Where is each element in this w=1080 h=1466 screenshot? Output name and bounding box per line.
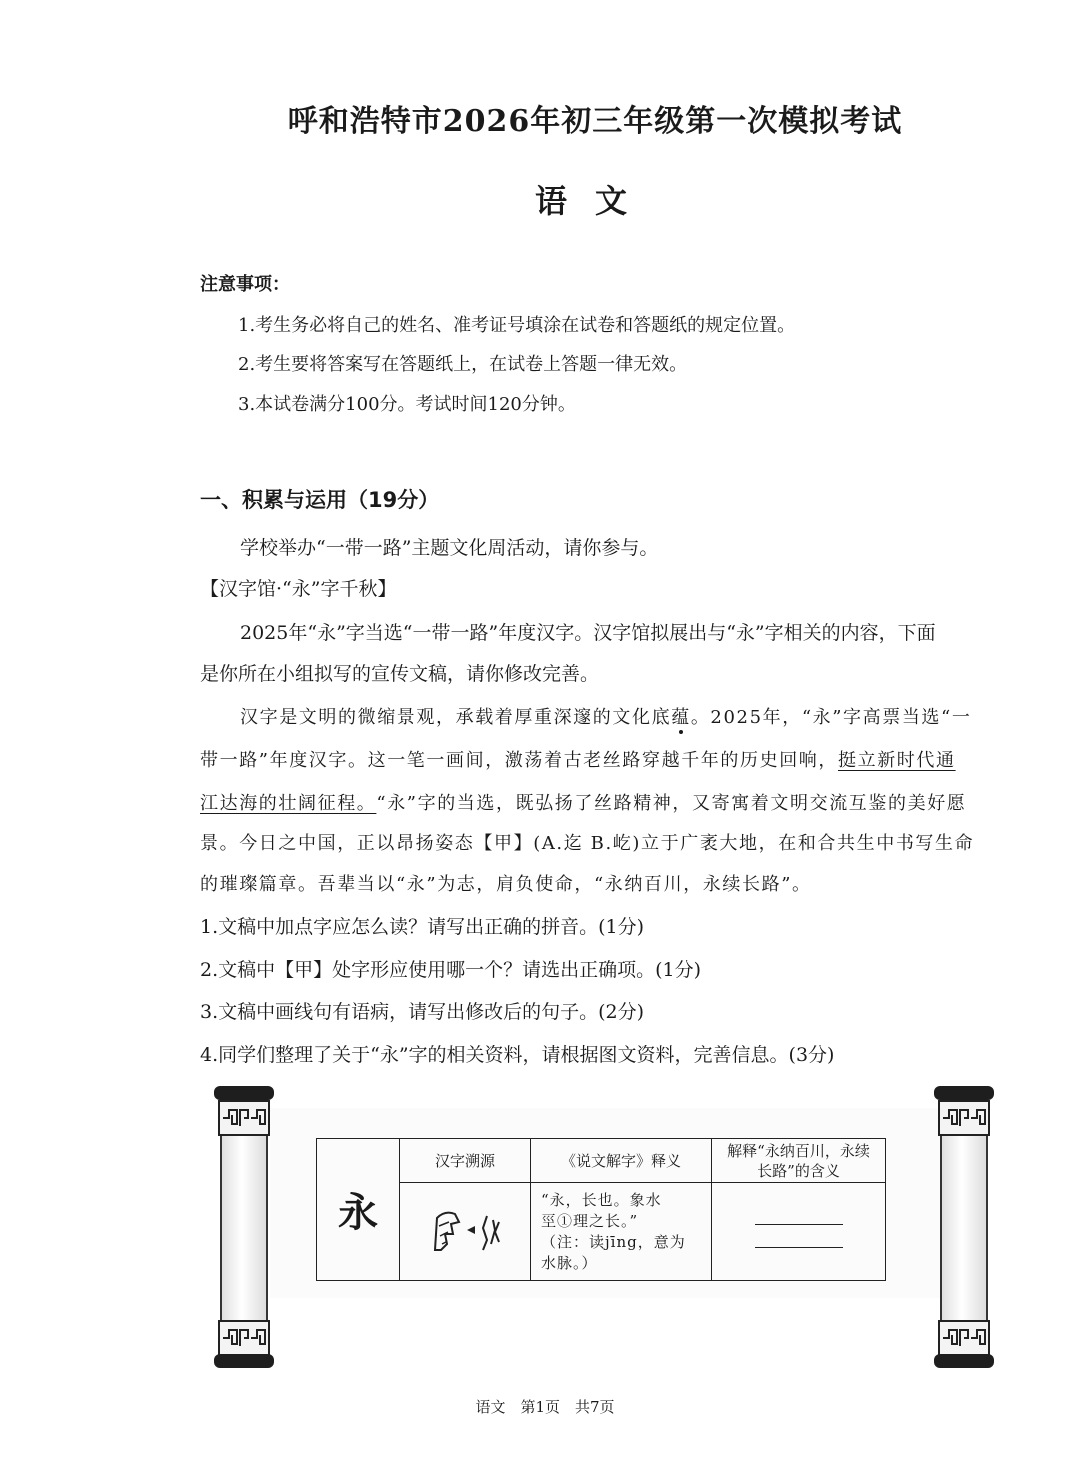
section-intro: 学校举办“一带一路”主题文化周活动，请你参与。	[240, 537, 659, 559]
notice-item: 3.本试卷满分100分。考试时间120分钟。	[238, 394, 576, 415]
question: 2.文稿中【甲】处字形应使用哪一个？请选出正确项。(1分)	[200, 959, 702, 981]
notice-heading: 注意事项：	[200, 274, 290, 295]
table-header: 汉字溯源	[400, 1139, 531, 1183]
section-heading: 一、积累与运用（19分）	[200, 488, 440, 512]
yong-char-cell	[317, 1139, 400, 1281]
article-text: 汉字是文明的微缩景观，承载着厚重深邃的文化底	[240, 707, 672, 728]
article-line: 的璀璨篇章。吾辈当以“永”为志，肩负使命，“永纳百川，永续长路”。	[200, 874, 812, 895]
article-line: 景。今日之中国，正以昂扬姿态【甲】(A.迄 B.屹)立于广袤大地，在和合共生中书写生命	[200, 833, 975, 854]
question: 3.文稿中画线句有语病，请写出修改后的句子。(2分)	[200, 1001, 645, 1023]
ancient-script-glyph	[415, 1200, 515, 1260]
page-footer: 语文 第1页 共7页	[475, 1398, 615, 1416]
dotted-char: 蕴	[671, 707, 691, 728]
shuowen-line: 水脉。）	[541, 1253, 598, 1272]
yong-character: 永	[338, 1189, 378, 1236]
origin-glyph-cell	[400, 1183, 531, 1281]
question: 4.同学们整理了关于“永”字的相关资料，请根据图文资料，完善信息。(3分)	[200, 1044, 835, 1066]
shuowen-cell	[531, 1183, 712, 1281]
underlined-sentence: 江达海的壮阔征程。	[200, 793, 377, 814]
section-subheading: 【汉字馆·“永”字千秋】	[200, 578, 397, 600]
answer-blank[interactable]	[755, 1216, 843, 1225]
article-text: 带一路”年度汉字。这一笔一画间，激荡着古老丝路穿越千年的历史回响，	[200, 750, 838, 771]
shuowen-line: “永，长也。象水	[541, 1190, 662, 1209]
question: 1.文稿中加点字应怎么读？请写出正确的拼音。(1分)	[200, 916, 645, 938]
article-text: 。2025年，“永”字高票当选“一	[690, 707, 972, 728]
table-header: 《说文解字》释义	[531, 1139, 712, 1183]
notice-item: 1.考生务必将自己的姓名、准考证号填涂在试卷和答题纸的规定位置。	[238, 315, 796, 336]
underlined-sentence: 挺立新时代通	[838, 750, 956, 771]
article-line	[240, 703, 971, 729]
yong-info-table	[316, 1138, 886, 1281]
desc-line: 是你所在小组拟写的宣传文稿，请你修改完善。	[200, 663, 600, 685]
article-line	[200, 789, 966, 815]
shuowen-line: （注：读jīng，意为	[541, 1232, 686, 1251]
table-header: 解释“永纳百川，永续长路”的含义	[712, 1139, 886, 1183]
answer-cell	[712, 1183, 886, 1281]
subject-title: 语文	[534, 182, 655, 220]
desc-line: 2025年“永”字当选“一带一路”年度汉字。汉字馆拟展出与“永”字相关的内容，下面	[240, 622, 936, 644]
shuowen-line: 巠①理之长。”	[541, 1211, 639, 1230]
notice-item: 2.考生要将答案写在答题纸上，在试卷上答题一律无效。	[238, 354, 688, 375]
exam-title: 呼和浩特市2026年初三年级第一次模拟考试	[287, 104, 903, 139]
article-text: “永”字的当选，既弘扬了丝路精神，又寄寓着文明交流互鉴的美好愿	[376, 793, 967, 814]
article-line	[200, 746, 956, 772]
answer-blank[interactable]	[755, 1239, 843, 1248]
